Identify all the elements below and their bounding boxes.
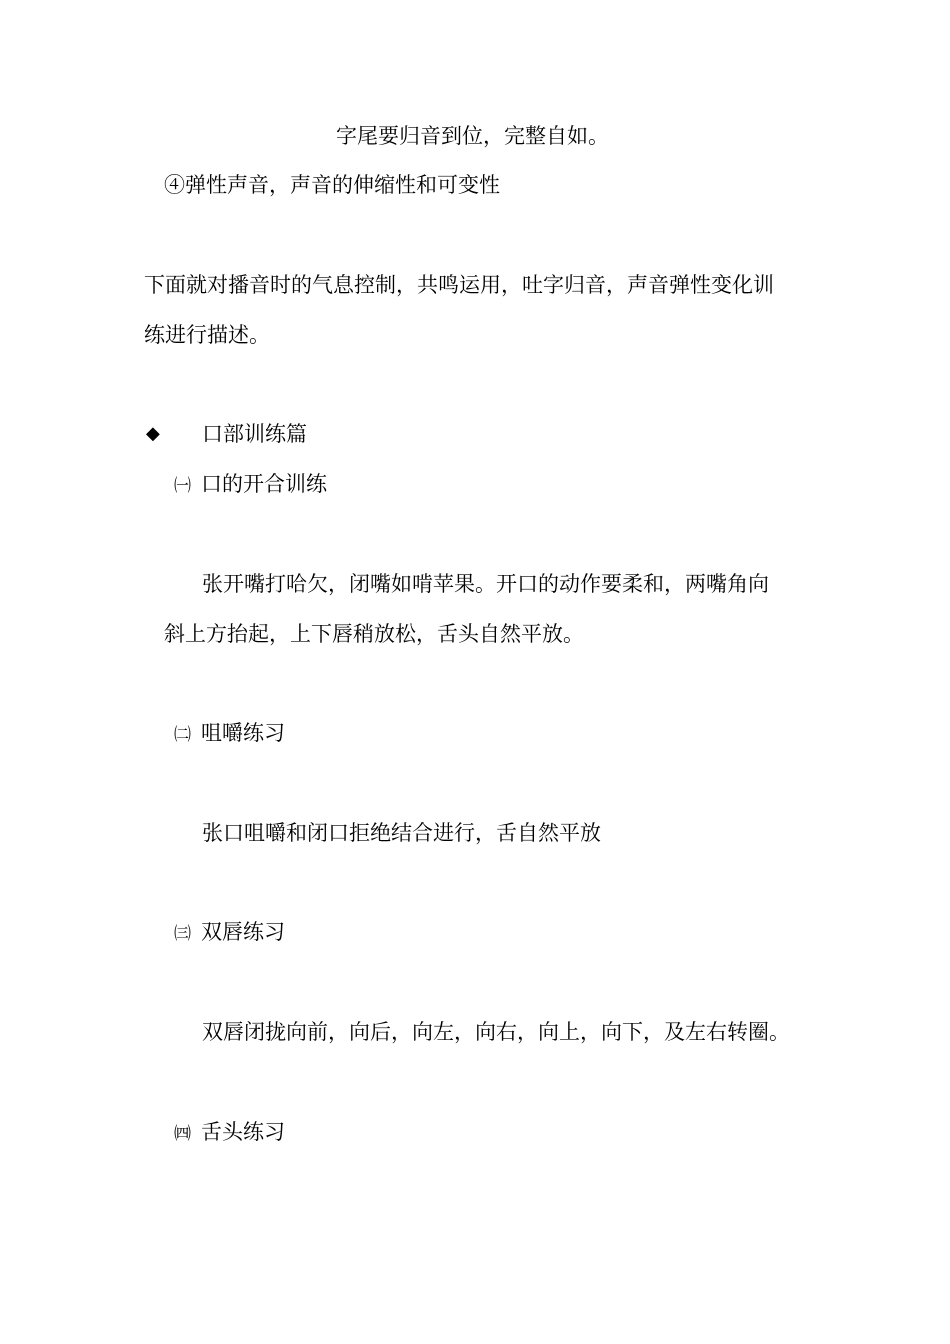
item-body-line: 张口咀嚼和闭口拒绝结合进行，舌自然平放 bbox=[202, 821, 601, 845]
item-title: 咀嚼练习 bbox=[201, 721, 285, 745]
item-heading bbox=[174, 470, 327, 500]
item-marker: ㈣ bbox=[174, 1124, 191, 1144]
item-marker: ㈡ bbox=[174, 725, 191, 745]
item-body-line: 斜上方抬起，上下唇稍放松，舌头自然平放。 bbox=[164, 622, 584, 646]
item-body-line: 双唇闭拢向前，向后，向左，向右，向上，向下，及左右转圈。 bbox=[202, 1020, 790, 1044]
item-heading bbox=[174, 1118, 285, 1148]
paragraph-line: 下面就对播音时的气息控制，共鸣运用，吐字归音，声音弹性变化训 bbox=[144, 273, 774, 297]
item-title: 双唇练习 bbox=[201, 920, 285, 944]
item-heading bbox=[174, 918, 285, 948]
section-title: 口部训练篇 bbox=[202, 422, 307, 446]
item-marker: ㈢ bbox=[174, 924, 191, 944]
item-heading bbox=[174, 719, 285, 749]
paragraph-line: 练进行描述。 bbox=[144, 323, 270, 347]
text-line: 字尾要归音到位，完整自如。 bbox=[336, 124, 609, 148]
item-body-line: 张开嘴打哈欠，闭嘴如啃苹果。开口的动作要柔和，两嘴角向 bbox=[202, 572, 769, 596]
item-title: 口的开合训练 bbox=[201, 472, 327, 496]
text-line: ④弹性声音，声音的伸缩性和可变性 bbox=[164, 173, 500, 197]
diamond-bullet-icon: ◆ bbox=[146, 423, 160, 444]
item-marker: ㈠ bbox=[174, 476, 191, 496]
item-title: 舌头练习 bbox=[201, 1120, 285, 1144]
